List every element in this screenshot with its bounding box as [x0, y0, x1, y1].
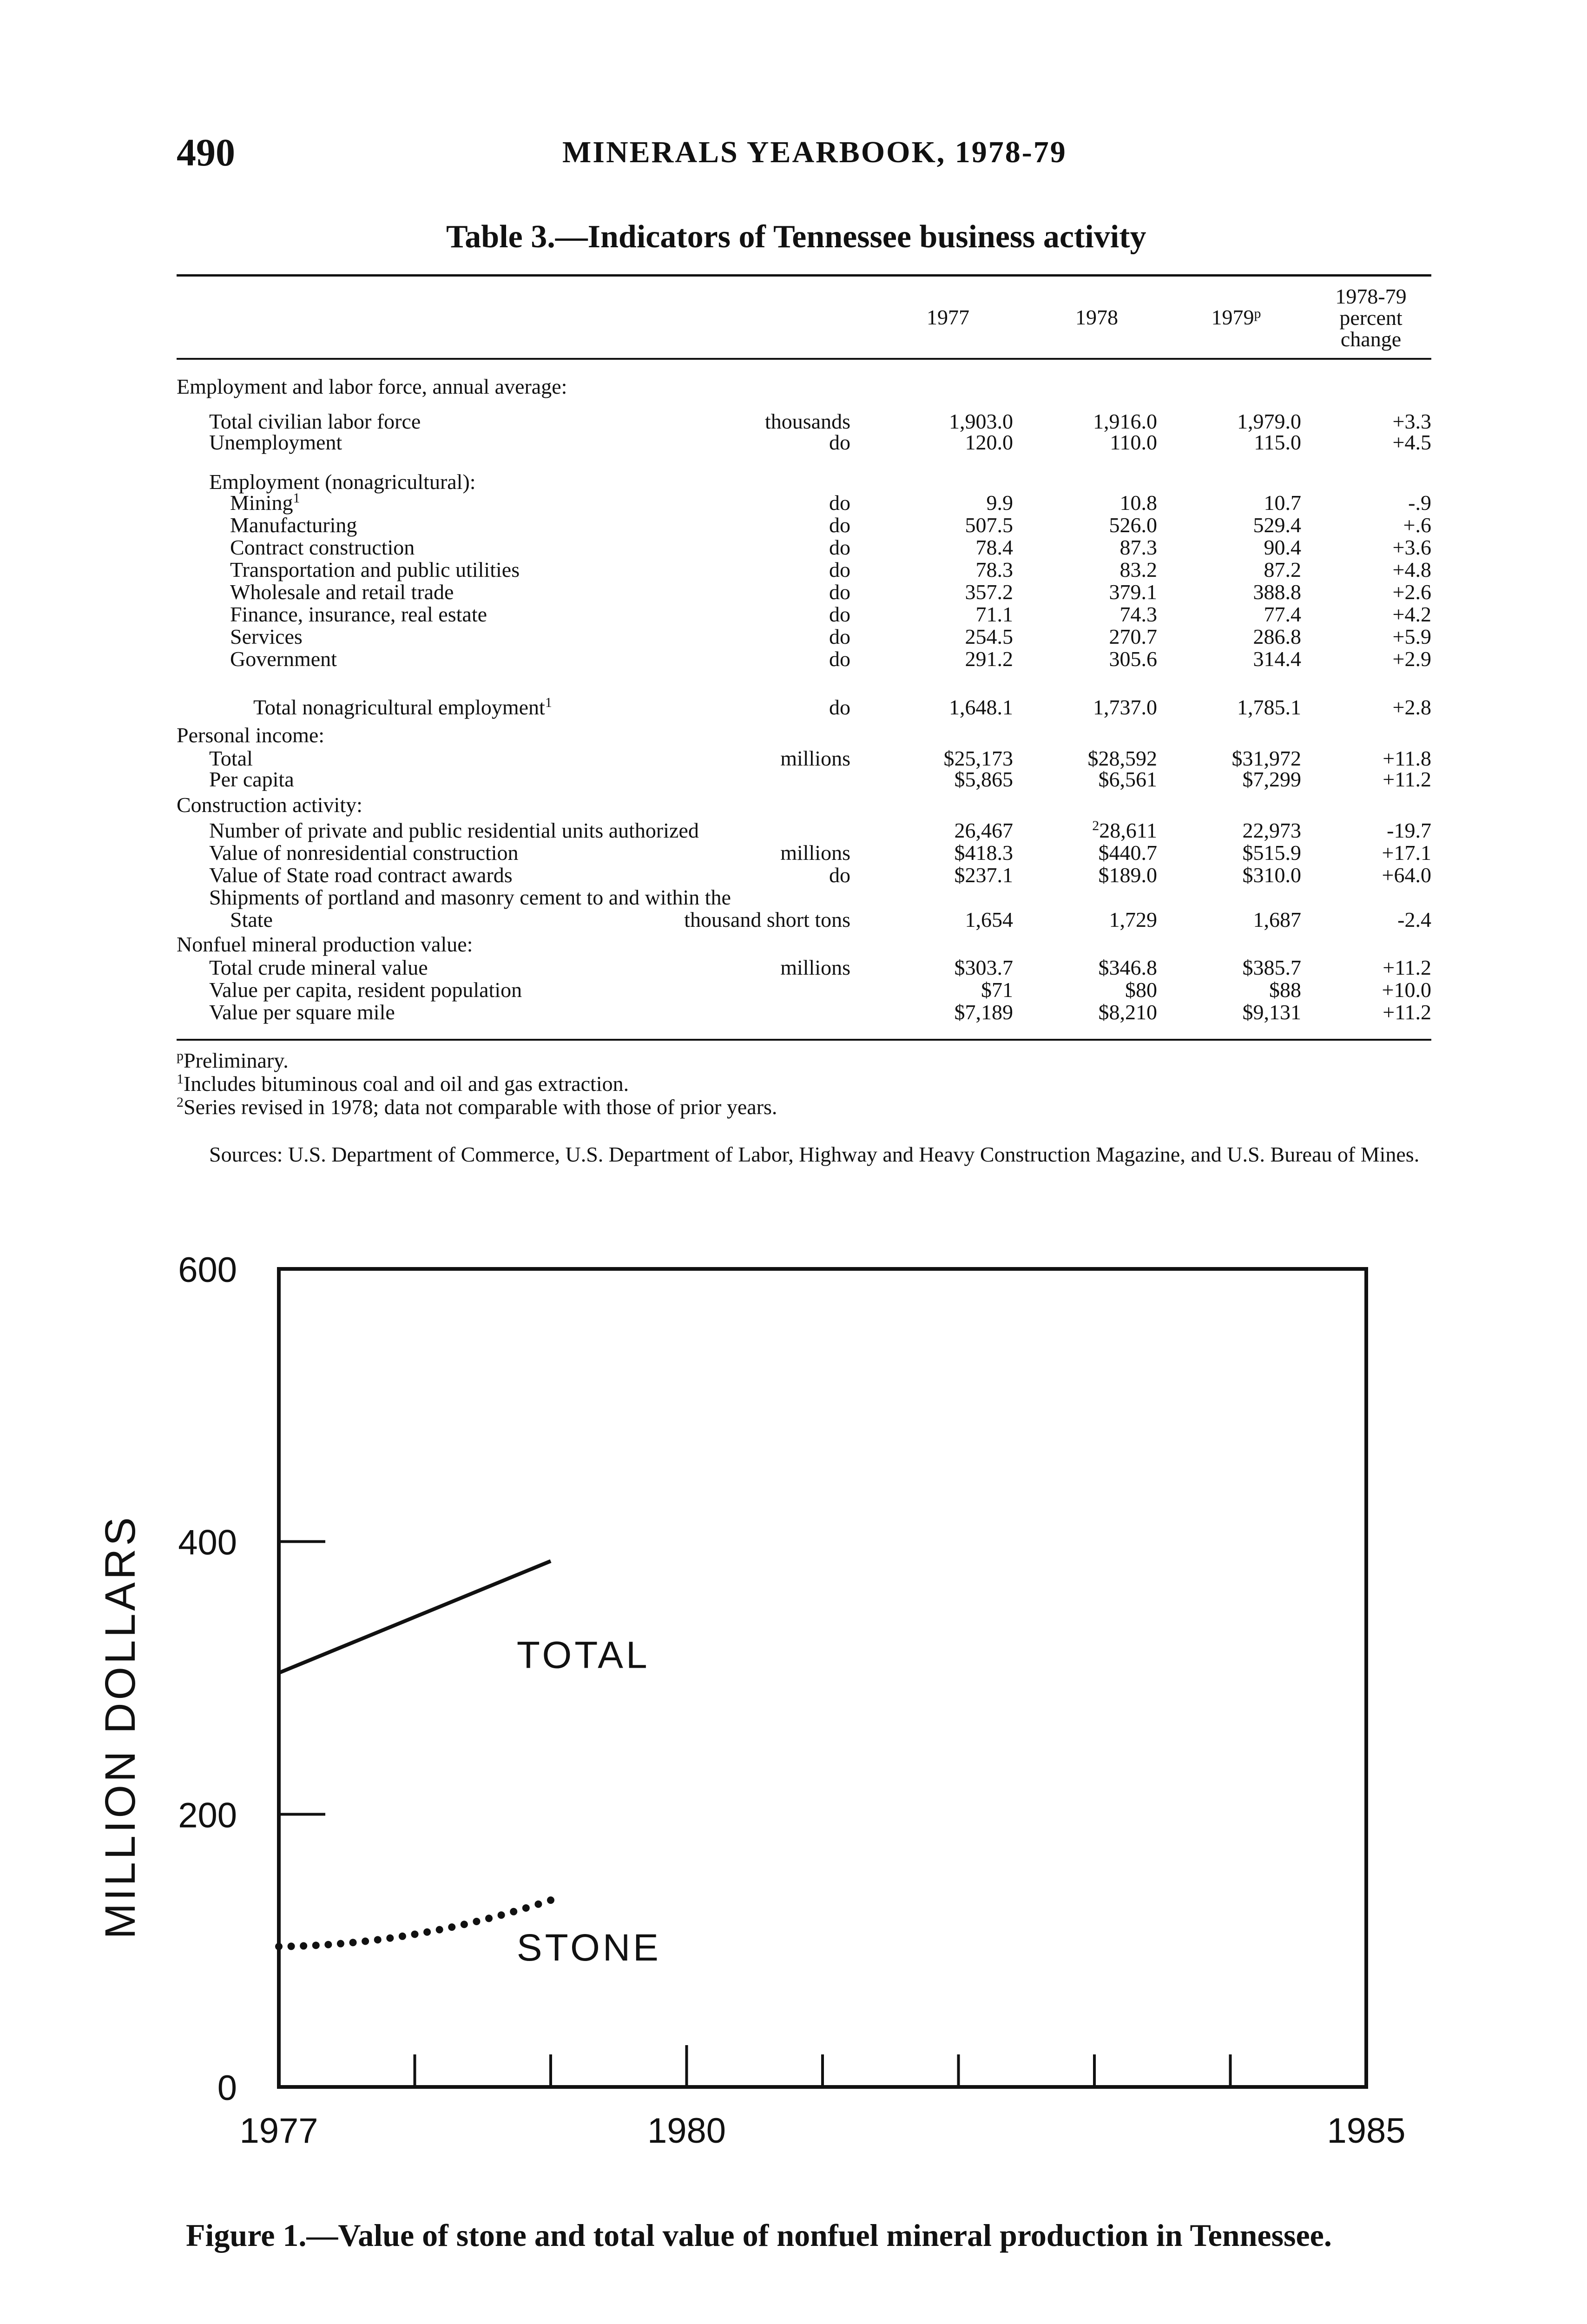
series-line-total: [279, 1561, 551, 1673]
table-cell: $418.3: [954, 841, 1013, 865]
table-cell: $237.1: [954, 863, 1013, 887]
table-bottom-rule: [177, 1039, 1431, 1041]
y-tick-label: 400: [178, 1523, 237, 1563]
table-cell: +4.8: [1392, 558, 1431, 581]
series-dot-stone: [522, 1904, 530, 1912]
row-unit: do: [829, 625, 850, 648]
table-cell: $346.8: [1098, 956, 1157, 979]
row-label: Total: [209, 746, 253, 770]
table-cell: 10.7: [1264, 491, 1301, 515]
table-row: [0, 580, 1587, 604]
table-cell: 305.6: [1109, 647, 1157, 671]
table-row: [0, 513, 1587, 537]
section-construction: Construction activity:: [177, 793, 362, 817]
table-cell: $8,210: [1098, 1000, 1157, 1024]
y-tick-label: 600: [178, 1250, 237, 1290]
table-cell: $385.7: [1242, 956, 1301, 979]
table-cell: 1,687: [1253, 908, 1301, 931]
table-cell: $9,131: [1242, 1000, 1301, 1024]
table-cell: $88: [1269, 978, 1301, 1002]
table-row: [0, 977, 1587, 1002]
series-dot-stone: [399, 1933, 406, 1940]
table-cell: 110.0: [1110, 430, 1157, 454]
table-row: [0, 840, 1587, 865]
table-cell: 9.9: [986, 491, 1013, 515]
table-cell: 507.5: [965, 513, 1013, 537]
series-dot-stone: [374, 1936, 382, 1943]
table-cell: 286.8: [1253, 625, 1301, 648]
x-tick-label: 1985: [1327, 2111, 1406, 2151]
table-cell: 357.2: [965, 580, 1013, 604]
table-cell: 87.2: [1264, 558, 1301, 581]
table-cell: 74.3: [1119, 602, 1157, 626]
series-dot-stone: [423, 1928, 431, 1936]
table-cell: $6,561: [1098, 767, 1157, 791]
table-top-rule: [177, 274, 1431, 277]
table-cell: 1,785.1: [1237, 695, 1301, 719]
table-cell: $7,299: [1242, 767, 1301, 791]
table-row: [0, 535, 1587, 559]
series-dot-stone: [448, 1923, 455, 1931]
x-tick-label: 1980: [647, 2111, 726, 2151]
section-employment: Employment and labor force, annual average:: [177, 375, 567, 398]
table-cell: +.6: [1403, 513, 1431, 537]
table-cell: +4.2: [1392, 602, 1431, 626]
table-cell: 78.3: [975, 558, 1013, 581]
x-tick-label: 1977: [239, 2111, 318, 2151]
row-unit: millions: [780, 956, 850, 979]
table-row: [0, 557, 1587, 581]
row-label: Value of State road contract awards: [209, 863, 513, 887]
row-unit: do: [829, 430, 850, 454]
footnote-1: $^1$Includes bituminous coal and oil and gas extraction.: [177, 1071, 629, 1096]
series-dot-stone: [349, 1939, 357, 1946]
table-cell: 10.8: [1119, 491, 1157, 515]
row-label: Value per square mile: [209, 1000, 395, 1024]
table-cell: 22,973: [1242, 819, 1301, 842]
row-unit: do: [829, 602, 850, 626]
row-label: Total nonagricultural employment$^1$: [253, 695, 552, 719]
table-cell: +5.9: [1392, 625, 1431, 648]
table-cell: +11.2: [1383, 767, 1431, 791]
row-unit: millions: [780, 746, 850, 770]
table-row: [0, 818, 1587, 842]
row-unit: do: [829, 580, 850, 604]
table-cell: $303.7: [954, 956, 1013, 979]
row-unit: do: [829, 558, 850, 581]
row-unit: do: [829, 513, 850, 537]
table-cell: 90.4: [1264, 535, 1301, 559]
table-header-rule: [177, 358, 1431, 360]
table-cell: 1,979.0: [1237, 409, 1301, 433]
table-cell: $28,592: [1087, 746, 1157, 770]
row-label: Wholesale and retail trade: [230, 580, 454, 604]
table-cell: -.9: [1408, 491, 1431, 515]
series-dot-stone: [461, 1921, 468, 1928]
row-unit: thousands: [765, 409, 850, 433]
row-label: State: [230, 908, 273, 931]
figure-caption: Figure 1.—Value of stone and total value of nonfuel mineral production in Tennessee.: [186, 2218, 1332, 2253]
series-dot-stone: [288, 1942, 295, 1950]
y-axis-label: MILLION DOLLARS: [97, 1514, 144, 1939]
series-dot-stone: [337, 1940, 344, 1948]
table-cell: +17.1: [1382, 841, 1431, 865]
series-dot-stone: [498, 1911, 505, 1919]
table-cell: $5,865: [954, 767, 1013, 791]
row-label: Contract construction: [230, 535, 415, 559]
table-cell: $^2$28,611: [1092, 818, 1157, 842]
series-label-stone: STONE: [516, 1926, 661, 1969]
table-cell: +11.8: [1383, 746, 1431, 770]
series-dot-stone: [386, 1934, 394, 1942]
value-chart: [0, 1232, 1587, 2161]
row-unit: thousand short tons: [684, 908, 850, 931]
plot-frame: [279, 1269, 1366, 2087]
table-cell: $310.0: [1242, 863, 1301, 887]
table-cell: 71.1: [975, 602, 1013, 626]
table-cell: -19.7: [1387, 819, 1431, 842]
row-label: Value per capita, resident population: [209, 978, 522, 1002]
table-cell: +11.2: [1383, 1000, 1431, 1024]
row-label: Per capita: [209, 767, 294, 791]
y-tick-label: 0: [217, 2068, 237, 2108]
table-cell: +3.6: [1392, 535, 1431, 559]
table-cell: 78.4: [975, 535, 1013, 559]
table-cell: 77.4: [1264, 602, 1301, 626]
table-cell: $31,972: [1231, 746, 1301, 770]
section-nonfuel: Nonfuel mineral production value:: [177, 932, 473, 956]
table-cell: 388.8: [1253, 580, 1301, 604]
table-cell: 1,729: [1109, 908, 1157, 931]
col-header-1978: 1978: [1075, 305, 1118, 329]
table-cell: +11.2: [1383, 956, 1431, 979]
series-dot-stone: [312, 1941, 320, 1949]
row-label: Finance, insurance, real estate: [230, 602, 487, 626]
row-label: Services: [230, 625, 303, 648]
table-cell: +10.0: [1382, 978, 1431, 1002]
series-dot-stone: [436, 1926, 443, 1934]
row-label: Government: [230, 647, 337, 671]
series-dot-stone: [300, 1942, 307, 1950]
series-dot-stone: [411, 1930, 419, 1938]
table-cell: 314.4: [1253, 647, 1301, 671]
table-row: [0, 907, 1587, 931]
table-cell: 270.7: [1109, 625, 1157, 648]
table-row: [0, 490, 1587, 515]
series-dot-stone: [547, 1896, 554, 1904]
table-cell: +2.9: [1392, 647, 1431, 671]
table-row: [0, 695, 1587, 719]
running-title: MINERALS YEARBOOK, 1978-79: [562, 135, 1067, 169]
table-cell: -2.4: [1397, 908, 1431, 931]
row-label: Manufacturing: [230, 513, 357, 537]
table-cell: 115.0: [1254, 430, 1301, 454]
page-number: 490: [177, 131, 235, 174]
series-dot-stone: [324, 1941, 332, 1948]
table-cell: 87.3: [1119, 535, 1157, 559]
table-cell: 379.1: [1109, 580, 1157, 604]
table-row: [0, 430, 1587, 454]
row-label: Transportation and public utilities: [230, 558, 520, 581]
col-header-1979: 1979$^p$: [1211, 305, 1261, 329]
section-nonag: Employment (nonagricultural):: [209, 470, 476, 494]
table-row: [0, 955, 1587, 979]
row-label: Shipments of portland and masonry cement to and within the: [209, 885, 731, 909]
row-label: Total civilian labor force: [209, 409, 421, 433]
row-unit: millions: [780, 841, 850, 865]
table-row: [0, 647, 1587, 671]
row-label: Total crude mineral value: [209, 956, 428, 979]
footnote-2: $^2$Series revised in 1978; data not comparable with those of prior years.: [177, 1095, 777, 1119]
table-cell: 526.0: [1109, 513, 1157, 537]
table-cell: 1,903.0: [949, 409, 1013, 433]
table-cell: 120.0: [965, 430, 1013, 454]
table-cell: 26,467: [954, 819, 1013, 842]
table-cell: 1,648.1: [949, 695, 1013, 719]
series-dot-stone: [362, 1937, 369, 1945]
y-tick-label: 200: [178, 1796, 237, 1835]
row-unit: do: [829, 647, 850, 671]
table-row: [0, 602, 1587, 626]
series-dot-stone: [510, 1908, 517, 1915]
table-cell: $7,189: [954, 1000, 1013, 1024]
table-cell: $440.7: [1098, 841, 1157, 865]
row-label: Mining$^1$: [230, 490, 300, 515]
table-cell: 1,654: [965, 908, 1013, 931]
table-row: [0, 767, 1587, 791]
table-sources: Sources: U.S. Department of Commerce, U.S. Department of Labor, Highway and Heavy Construction Magazine, and U.S. Bureau of Mines.: [209, 1142, 1420, 1166]
table-cell: 83.2: [1119, 558, 1157, 581]
table-row: [0, 885, 1587, 909]
table-cell: 529.4: [1253, 513, 1301, 537]
footnote-preliminary: $^p$Preliminary.: [177, 1048, 289, 1072]
row-unit: do: [829, 695, 850, 719]
table-cell: +2.6: [1392, 580, 1431, 604]
row-label: Value of nonresidential construction: [209, 841, 519, 865]
table-cell: 1,737.0: [1093, 695, 1157, 719]
row-unit: do: [829, 491, 850, 515]
table-cell: $515.9: [1242, 841, 1301, 865]
row-unit: do: [829, 535, 850, 559]
table-cell: $80: [1125, 978, 1157, 1002]
table-cell: 1,916.0: [1093, 409, 1157, 433]
table-cell: $71: [981, 978, 1013, 1002]
series-dot-stone: [275, 1943, 283, 1950]
table-cell: +4.5: [1392, 430, 1431, 454]
section-personal: Personal income:: [177, 723, 325, 747]
table-cell: 291.2: [965, 647, 1013, 671]
row-label: Unemployment: [209, 430, 342, 454]
table-row: [0, 624, 1587, 648]
table-cell: +2.8: [1392, 695, 1431, 719]
table-title: Table 3.—Indicators of Tennessee business activity: [446, 219, 1146, 255]
row-unit: do: [829, 863, 850, 887]
table-cell: $25,173: [943, 746, 1013, 770]
series-dot-stone: [485, 1915, 493, 1922]
col-header-1977: 1977: [927, 305, 969, 329]
table-cell: +3.3: [1392, 409, 1431, 433]
table-row: [0, 1000, 1587, 1024]
table-cell: +64.0: [1382, 863, 1431, 887]
series-dot-stone: [534, 1901, 542, 1908]
table-cell: $189.0: [1098, 863, 1157, 887]
table-row: [0, 863, 1587, 887]
series-label-total: TOTAL: [516, 1634, 650, 1677]
table-cell: 254.5: [965, 625, 1013, 648]
series-dot-stone: [473, 1918, 480, 1925]
row-label: Number of private and public residential units authorized: [209, 819, 699, 842]
col-header-percent-change: 1978-79 percent change: [1335, 284, 1407, 351]
